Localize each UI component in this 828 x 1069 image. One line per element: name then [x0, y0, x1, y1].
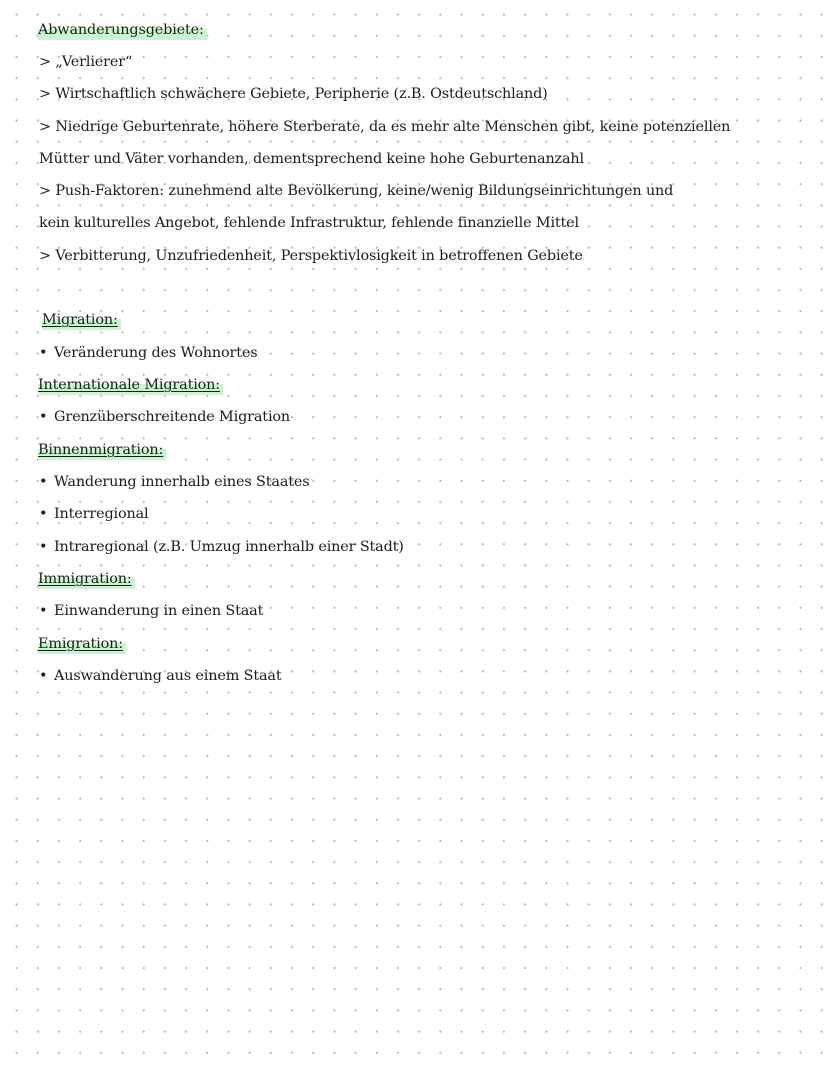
- bullet-icon: •: [39, 474, 48, 490]
- emigration-heading: Emigration:: [38, 634, 126, 654]
- bullet-icon: •: [39, 345, 48, 361]
- immigration-heading: Immigration:: [38, 569, 135, 589]
- bullet-icon: •: [39, 506, 48, 522]
- bullet-icon: •: [39, 409, 48, 425]
- binnenmigration-bullet-1: • Wanderung innerhalb eines Staates: [39, 474, 310, 490]
- bullet-icon: •: [39, 539, 48, 555]
- migration-bullet-1: • Veränderung des Wohnortes: [39, 345, 258, 361]
- binnenmigration-heading: Binnenmigration:: [38, 440, 166, 460]
- binnenmigration-bullet-2: • Interregional: [39, 506, 149, 522]
- abwanderung-line-1: > „Verlierer“: [39, 54, 133, 70]
- abwanderung-line-5: > Push-Faktoren: zunehmend alte Bevölkerung, keine/wenig Bildungseinrichtungen und: [39, 183, 674, 199]
- migration-heading: Migration:: [42, 310, 121, 330]
- bullet-icon: •: [39, 603, 48, 619]
- abwanderung-line-4: Mütter und Väter vorhanden, dementsprechend keine hohe Geburtenanzahl: [39, 151, 584, 167]
- abwanderung-line-7: > Verbitterung, Unzufriedenheit, Perspektivlosigkeit in betroffenen Gebiete: [39, 248, 583, 264]
- abwanderung-line-3: > Niedrige Geburtenrate, höhere Sterberate, da es mehr alte Menschen gibt, keine potenziellen: [39, 119, 731, 135]
- emigration-bullet-1: • Auswanderung aus einem Staat: [39, 668, 282, 684]
- internationale-migration-heading: Internationale Migration:: [38, 375, 223, 395]
- abwanderung-line-6: kein kulturelles Angebot, fehlende Infrastruktur, fehlende finanzielle Mittel: [39, 215, 579, 231]
- binnenmigration-bullet-3: • Intraregional (z.B. Umzug innerhalb einer Stadt): [39, 539, 404, 555]
- immigration-bullet-1: • Einwanderung in einen Staat: [39, 603, 264, 619]
- internationale-migration-bullet-1: • Grenzüberschreitende Migration: [39, 409, 291, 425]
- abwanderung-line-2: > Wirtschaftlich schwächere Gebiete, Peripherie (z.B. Ostdeutschland): [39, 86, 548, 102]
- abwanderung-heading: Abwanderungsgebiete:: [38, 20, 207, 40]
- bullet-icon: •: [39, 668, 48, 684]
